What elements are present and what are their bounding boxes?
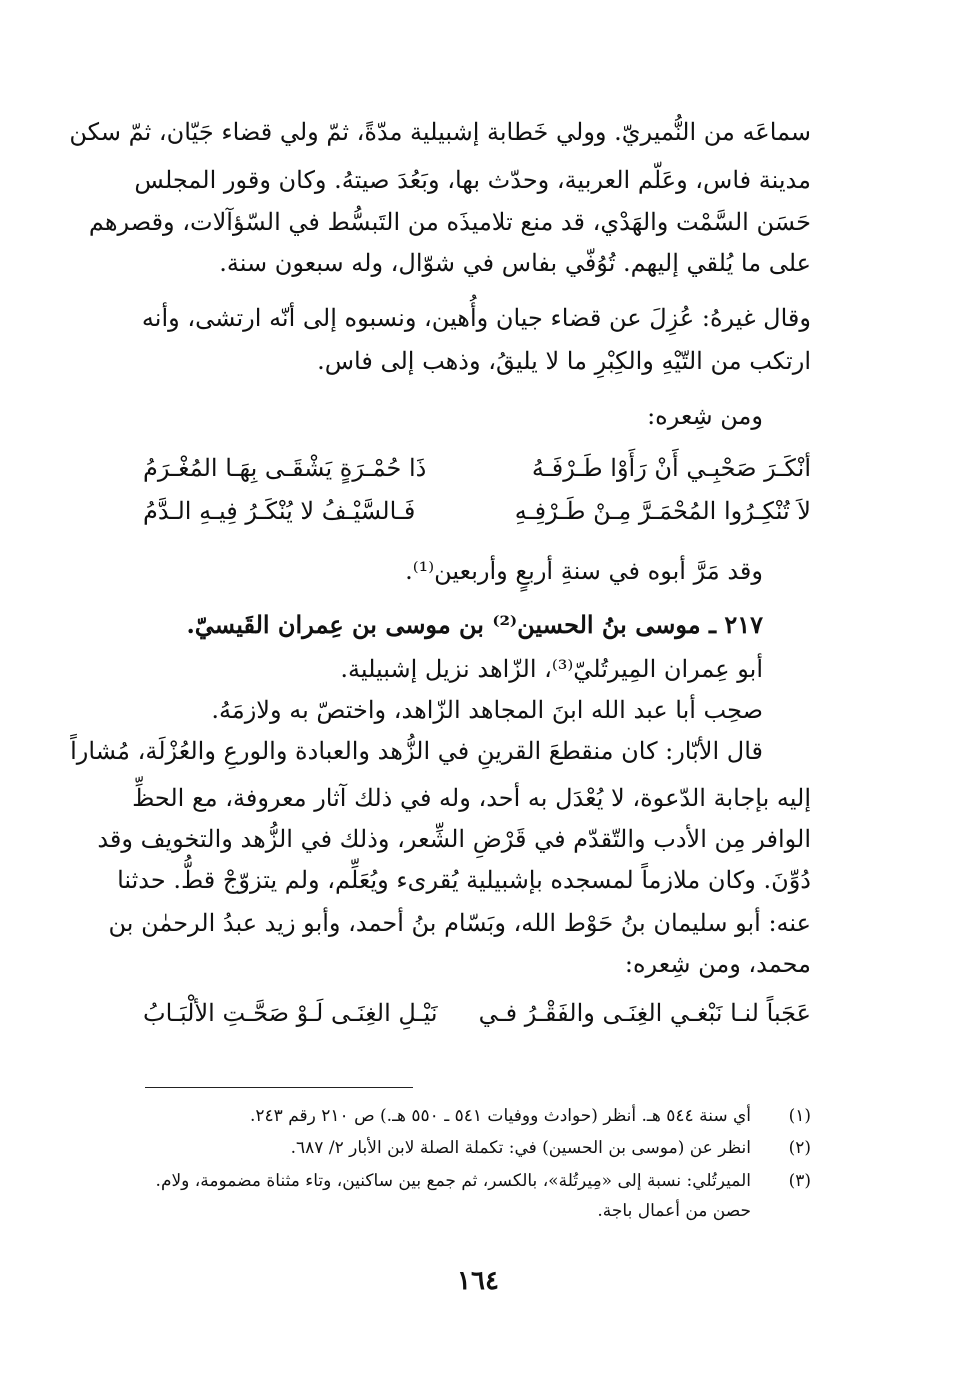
body-line-5: وقال غيرهُ: عُزِلَ عن قضاء جيان وأُهين، ونسبوه إلى أنّه ارتشى، وأنه [141,304,811,332]
after-verse-line: وقد مَرَّ أبوه في سنةِ أربعٍ وأربعين⁽¹⁾. [405,557,763,585]
footnote-text: أي سنة ٥٤٤ هـ. أنظر (حوادث ووفيات ٥٤١ ـ ٥٥٠ هـ.) ص ٢١٠ رقم ٢٤٣. [249,1106,751,1126]
footnote-number: (١) [788,1106,811,1126]
footnote-text: الميرتُلي: نسبة إلى «مِيرتُلة»، بالكسر، ثم جمع بين ساكنين، وتاء مثناة مضمومة، ولام. [155,1171,751,1191]
footnote-text: انظر عن (موسى بن الحسين) في: تكملة الصلة لابن الأبار ٢/ ٦٨٧. [290,1138,751,1158]
entry-line-8: محمد، ومن شِعره: [624,950,811,978]
entry-heading: ٢١٧ ـ موسى بنُ الحسين⁽²⁾ بن موسى بن عِمران القَيسيّ. [186,610,763,639]
poem-intro: ومن شِعره: [647,402,763,430]
verse-hemistich-second: فَـالسَّيْـفُ لا يُنْكَـرُ فِيـهِ الـدَّمُ [143,497,416,525]
verse-hemistich-first: عَجَباً لنـا نَبْغـي الغِنَـى والفَقْـرُ فـي [478,999,811,1027]
verse-hemistich-second: ذَا حُمْـرَةٍ يَشْقَـى بِهَـا المُغْـرَمُ [143,454,427,482]
verse-hemistich-first: أنْكَـرَ صَحْبِـي أَنْ رَأَوْا طَـرْفَـهُ [531,454,811,482]
verse-hemistich-first: لاَ تُنْكِـرُوا المُحْمَـرَّ مِـنْ طَـرْفِـهِ [514,497,811,525]
verse-hemistich-second: نَيْـلِ الغِنَـى لَـوْ صَحَّـتِ الألْبَـابُ [143,999,438,1027]
footnote-number: (٢) [788,1138,811,1158]
body-line-1: سماعَه من النُّميريّ. وولي خَطابة إشبيلية مدّةً، ثمّ ولي قضاء جَيّان، ثمّ سكن [69,118,811,146]
body-line-4: على ما يُلقي إليهم. تُوُفّي بفاس في شوّال، وله سبعون سنة. [219,249,811,277]
footnote-text: حصن من أعمال باجة. [597,1201,751,1221]
footnote-number: (٣) [788,1171,811,1191]
page-number: ١٦٤ [457,1266,499,1296]
entry-line-1: أبو عِمران المِيرتُليّ⁽³⁾، الزّاهد نزيل إشبيلية. [340,655,763,683]
entry-line-6: دُوِّنَ. وكان ملازماً لمسجده بإشبيلية يُقرىء ويُعَلِّم، ولم يتزوّجْ قطُّ. حدثنا [117,866,811,894]
entry-line-4: إليه بإجابة الدّعوة، لا يُعْدَل به أحد، وله في ذلك آثار معروفة، مع الحظِّ [132,784,811,812]
entry-line-7: عنه: أبو سليمان بنُ حَوْط الله، وبَسّام بنُ أحمد، وأبو زيد عبدُ الرحمٰن بن [108,909,811,937]
entry-line-5: الوافر مِن الأدب والتّقدّم في قَرْضِ الشِّعر، وذلك في الزُّهد والتخويف وقد [97,825,811,853]
body-line-3: حَسَن السَّمْت والهَدْي، قد منع تلاميذَه من التَبسُّط في السّؤآلات، وقصرهم [88,208,811,236]
footnote-separator [145,1087,413,1088]
body-line-2: مدينة فاس، وعَلّم العربية، وحدّث بها، وبَعُدَ صيتهُ. وكان وقور المجلس [134,166,811,194]
entry-line-3: قال الأبّار: كان منقطعَ القرينِ في الزُّهد والعبادة والورعِ والعُزْلَة، مُشاراً [70,737,763,765]
entry-line-2: صحِب أبا عبد الله ابنَ المجاهد الزّاهد، واختصّ به ولازمَهُ. [211,696,763,724]
body-line-6: ارتكب من التّيْهِ والكِبْرِ ما لا يليقُ، وذهب إلى فاس. [317,347,811,375]
